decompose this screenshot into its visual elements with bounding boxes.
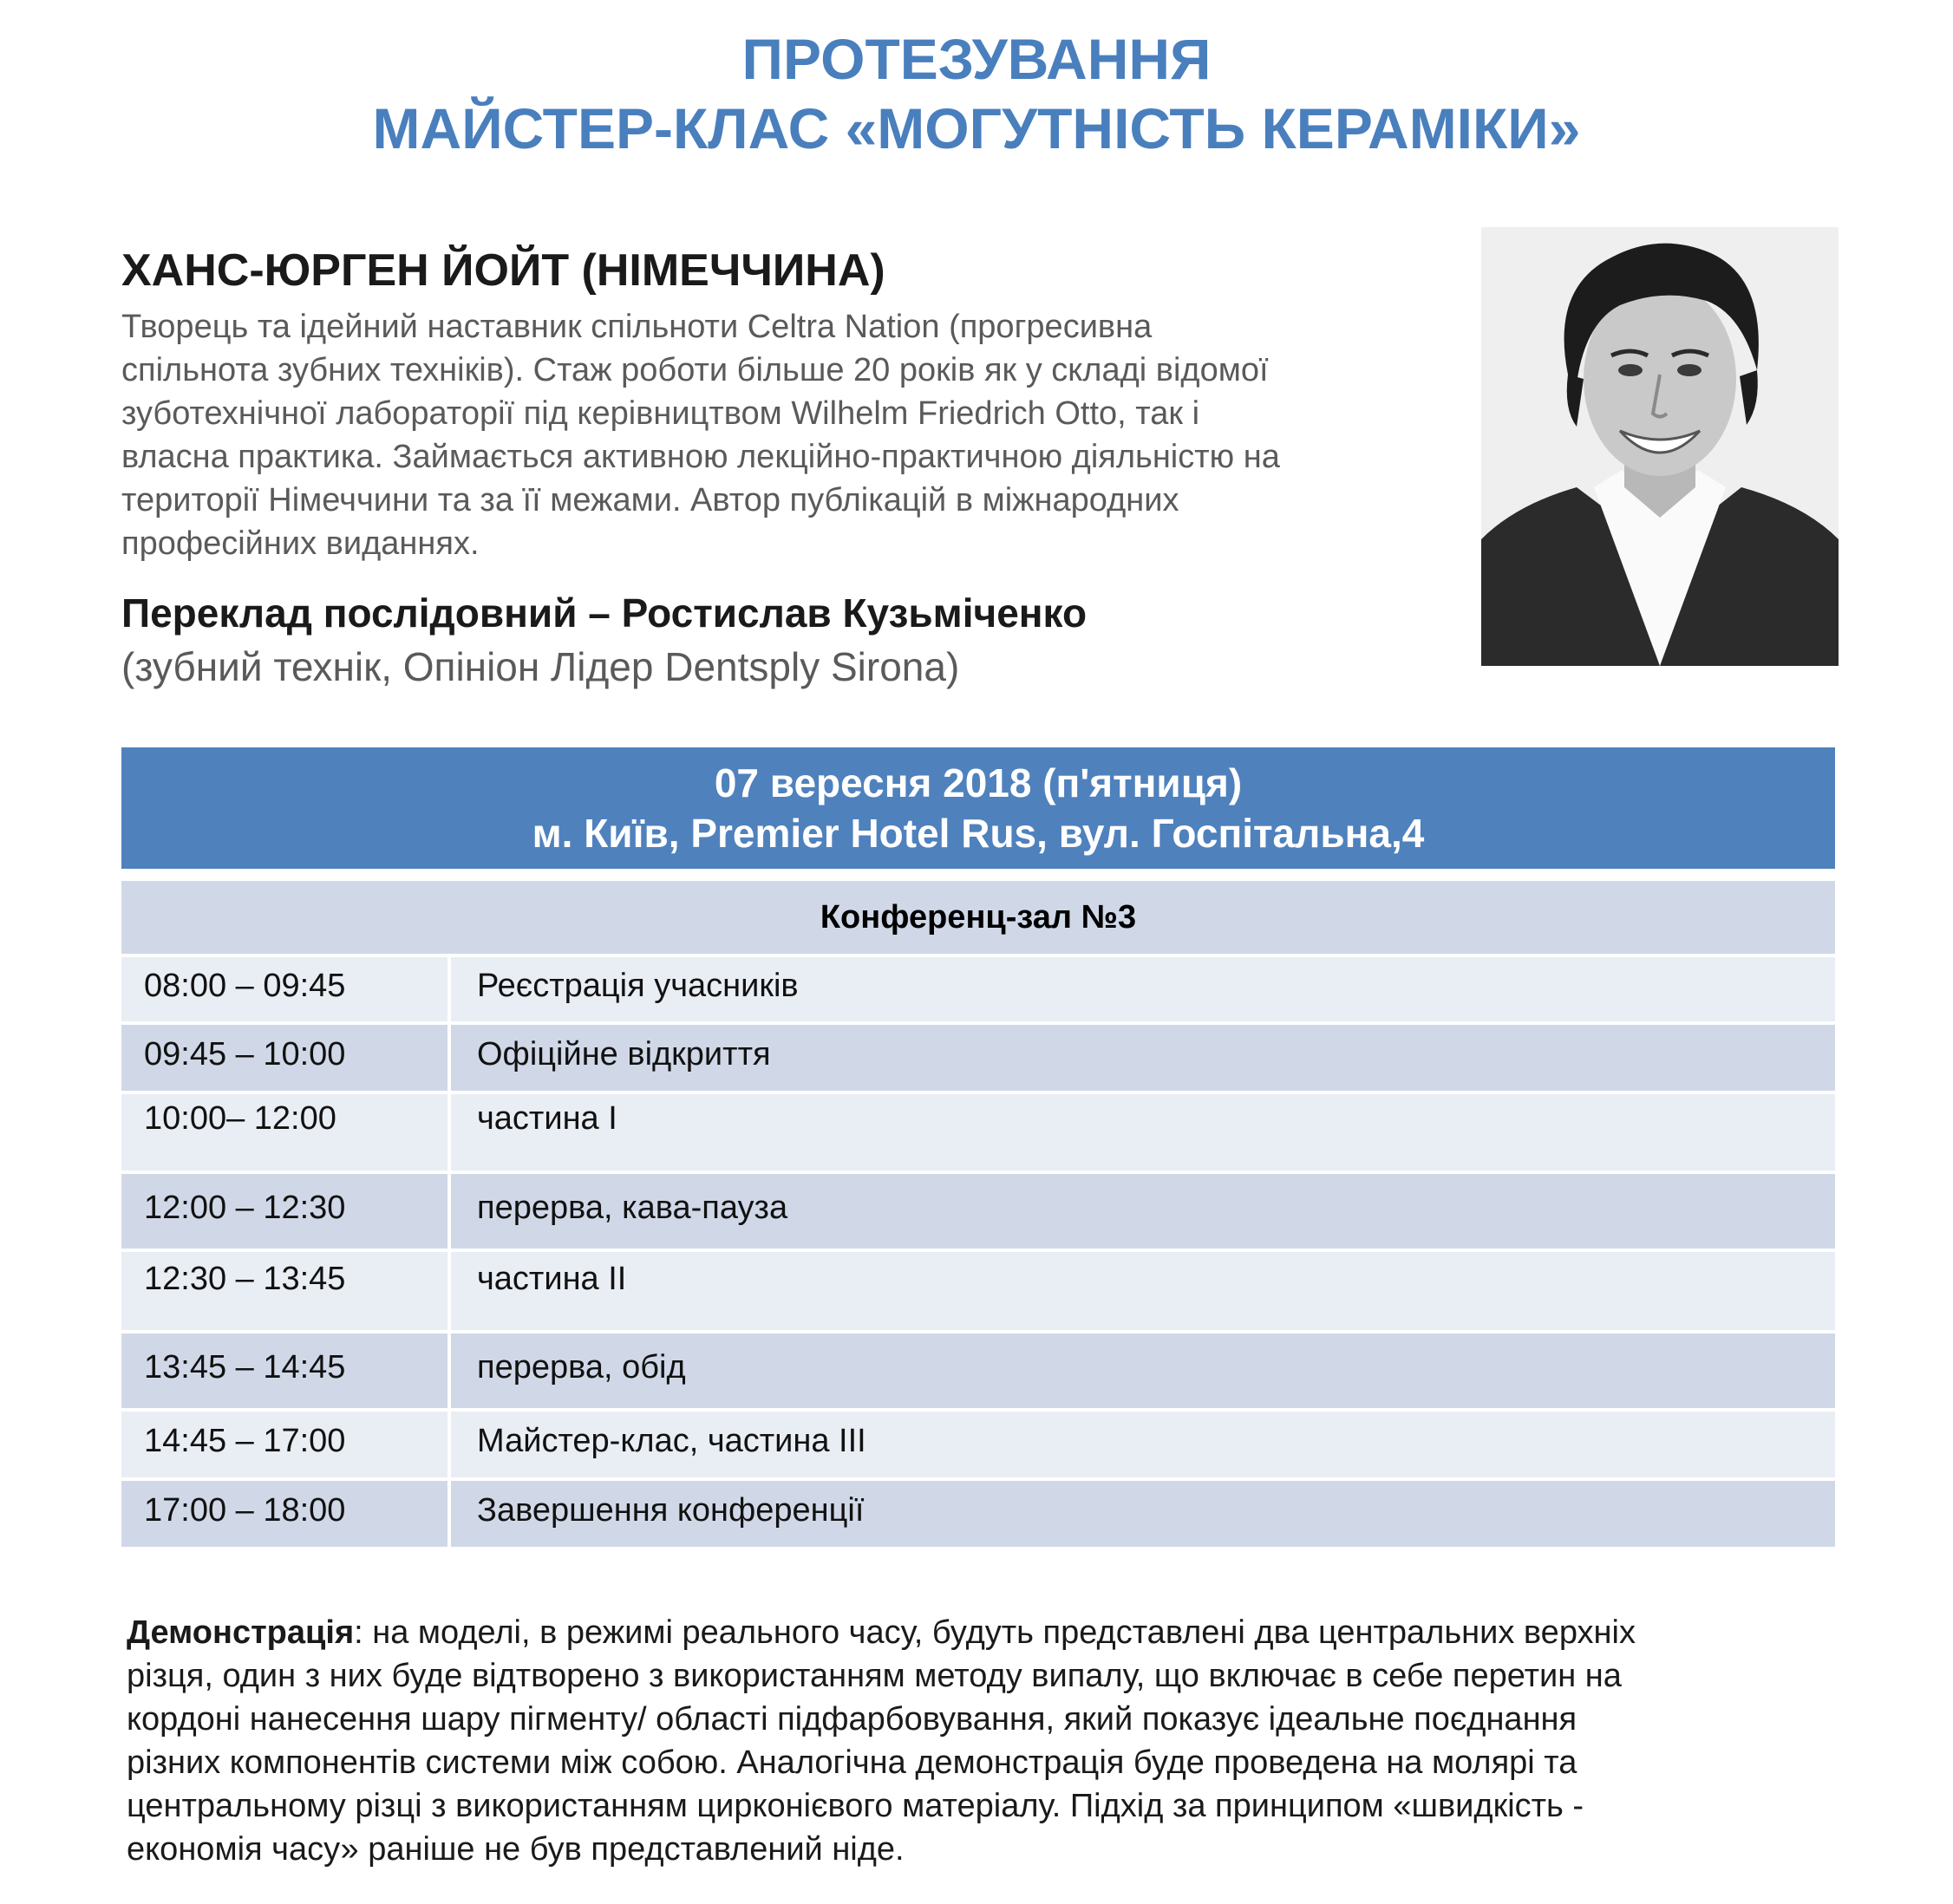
schedule-activity	[451, 957, 1835, 1021]
translator-name: Переклад послідовний – Ростислав Кузьміченко	[121, 590, 1088, 636]
schedule-time	[121, 957, 447, 1021]
translator-role: (зубний технік, Опініон Лідер Dentsply Sirona)	[121, 644, 960, 689]
demo-line	[127, 1611, 1835, 1654]
schedule-table	[121, 957, 1835, 1550]
schedule-time-text: 13:45 – 14:45	[144, 1348, 346, 1386]
schedule-activity	[451, 1025, 1835, 1091]
schedule-time-text: 09:45 – 10:00	[144, 1035, 346, 1073]
schedule-time-text: 14:45 – 17:00	[144, 1422, 346, 1459]
schedule-activity-text: перерва, обід	[477, 1348, 686, 1386]
demo-line: центральному різці з використанням цирконієвого матеріалу. Підхід за принципом «швидкість -	[127, 1788, 1584, 1824]
schedule-time	[121, 1481, 447, 1547]
title-line-2: МАЙСТЕР-КЛАС «МОГУТНІСТЬ КЕРАМІКИ»	[372, 96, 1581, 160]
schedule-activity-text: Реєстрація учасників	[477, 967, 799, 1004]
hall-header: Конференц-зал №3	[121, 881, 1835, 954]
schedule-time-text: 12:00 – 12:30	[144, 1189, 346, 1226]
speaker-bio-line: професійних виданнях.	[121, 525, 480, 562]
schedule-activity	[451, 1094, 1835, 1170]
schedule-time-text: 10:00– 12:00	[144, 1099, 336, 1137]
table-row	[121, 957, 1835, 1021]
table-row	[121, 1481, 1835, 1547]
title-line-1: ПРОТЕЗУВАННЯ	[741, 27, 1212, 91]
speaker-portrait-icon	[1481, 227, 1839, 666]
table-row	[121, 1174, 1835, 1249]
schedule-activity-text: Офіційне відкриття	[477, 1035, 771, 1073]
table-row	[121, 1025, 1835, 1091]
schedule-time	[121, 1333, 447, 1408]
demo-label: Демонстрація	[127, 1614, 355, 1651]
schedule-time-text: 08:00 – 09:45	[144, 967, 346, 1004]
page-title	[0, 24, 1953, 163]
schedule-activity	[451, 1481, 1835, 1547]
schedule-activity	[451, 1252, 1835, 1330]
schedule-time	[121, 1025, 447, 1091]
schedule-activity	[451, 1412, 1835, 1477]
table-row	[121, 1412, 1835, 1477]
schedule-activity-text: Майстер-клас, частина III	[477, 1422, 866, 1459]
event-location: м. Київ, Premier Hotel Rus, вул. Госпітальна,4	[532, 811, 1425, 856]
schedule-time	[121, 1094, 447, 1170]
demo-line: кордоні нанесення шару пігменту/ області підфарбовування, який показує ідеальне поєднання	[127, 1701, 1577, 1738]
schedule-activity-text: частина I	[477, 1099, 617, 1137]
schedule-activity-text: Завершення конференції	[477, 1491, 865, 1529]
table-row	[121, 1094, 1835, 1170]
speaker-bio-line: Творець та ідейний наставник спільноти Celtra Nation (прогресивна	[121, 309, 1153, 345]
schedule-activity	[451, 1333, 1835, 1408]
schedule-time	[121, 1412, 447, 1477]
schedule-activity	[451, 1174, 1835, 1249]
speaker-photo	[1481, 227, 1839, 666]
schedule-activity-text: частина II	[477, 1260, 627, 1297]
schedule-time	[121, 1252, 447, 1330]
speaker-bio-line: спільнота зубних техніків). Стаж роботи більше 20 років як у складі відомої	[121, 352, 1269, 388]
demo-first-line: : на моделі, в режимі реального часу, будуть представлені два центральних верхніх	[354, 1614, 1636, 1651]
schedule-time-text: 17:00 – 18:00	[144, 1491, 346, 1529]
speaker-bio	[121, 305, 1422, 565]
table-row	[121, 1333, 1835, 1408]
event-banner	[121, 747, 1835, 869]
speaker-name: ХАНС-ЮРГЕН ЙОЙТ (НІМЕЧЧИНА)	[121, 245, 885, 296]
speaker-bio-line: території Німеччини та за її межами. Автор публікацій в міжнародних	[121, 482, 1179, 518]
schedule-time	[121, 1174, 447, 1249]
table-row	[121, 1252, 1835, 1330]
schedule-activity-text: перерва, кава-пауза	[477, 1189, 788, 1226]
demo-description	[127, 1611, 1835, 1871]
event-date: 07 вересня 2018 (п'ятниця)	[714, 760, 1243, 805]
demo-line: економія часу» раніше не був представлений ніде.	[127, 1831, 905, 1868]
speaker-bio-line: власна практика. Займається активною лекційно-практичною діяльністю на	[121, 439, 1280, 475]
demo-line: різних компонентів системи між собою. Аналогічна демонстрація буде проведена на молярі та	[127, 1744, 1577, 1781]
demo-line: різця, один з них буде відтворено з використанням методу випалу, що включає в себе перетин на	[127, 1658, 1622, 1694]
schedule-time-text: 12:30 – 13:45	[144, 1260, 346, 1297]
speaker-bio-line: зуботехнічної лабораторії під керівництвом Wilhelm Friedrich Otto, так і	[121, 395, 1200, 432]
